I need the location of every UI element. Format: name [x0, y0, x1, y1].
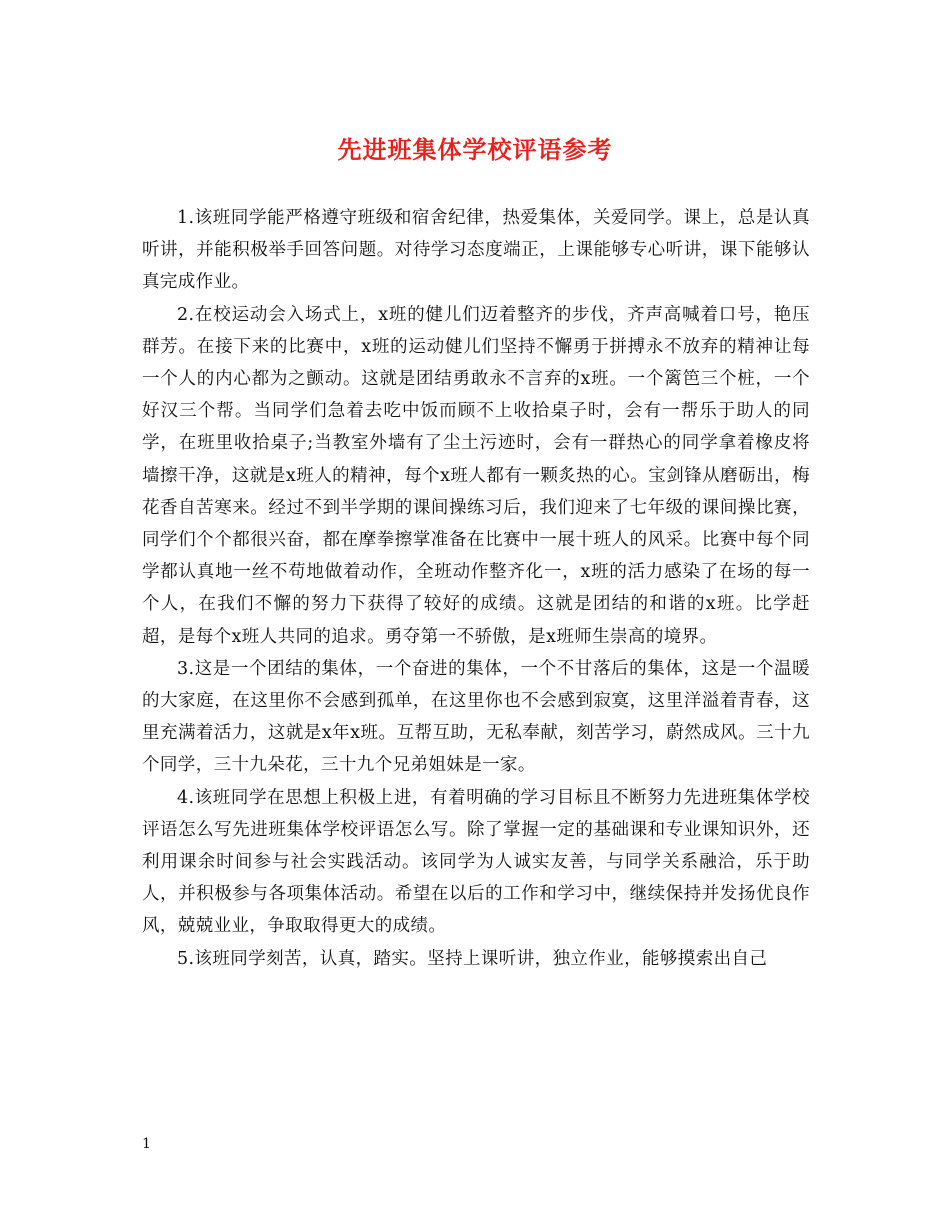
- page-number: 1: [142, 1136, 151, 1152]
- paragraph-2: 2.在校运动会入场式上，x班的健儿们迈着整齐的步伐，齐声高喊着口号，艳压群芳。在接下来的比赛中，x班的运动健儿们坚持不懈勇于拼搏永不放弃的精神让每一个人的内心都为之颤动。这就是团结勇敢永不言弃的x班。一个篱笆三个桩，一个好汉三个帮。当同学们急着去吃中饭而顾不上收拾桌子时，会有一帮乐于助人的同学，在班里收拾桌子;当教室外墙有了尘土污迹时，会有一群热心的同学拿着橡皮将墙擦干净，这就是x班人的精神，每个x班人都有一颗炙热的心。宝剑锋从磨砺出，梅花香自苦寒来。经过不到半学期的课间操练习后，我们迎来了七年级的课间操比赛，同学们个个都很兴奋，都在摩拳擦掌准备在比赛中一展十班人的风采。比赛中每个同学都认真地一丝不苟地做着动作，全班动作整齐化一，x班的活力感染了在场的每一个人，在我们不懈的努力下获得了较好的成绩。这就是团结的和谐的x班。比学赶超，是每个x班人共同的追求。勇夺第一不骄傲，是x班师生崇高的境界。: [142, 304, 810, 647]
- paragraph-1: 1.该班同学能严格遵守班级和宿舍纪律，热爱集体，关爱同学。课上，总是认真听讲，并能积极举手回答问题。对待学习态度端正，上课能够专心听讲，课下能够认真完成作业。: [142, 208, 810, 293]
- paragraph-5: 5.该班同学刻苦，认真，踏实。坚持上课听讲，独立作业，能够摸索出自己: [177, 948, 768, 969]
- paragraph-3: 3.这是一个团结的集体，一个奋进的集体，一个不甘落后的集体，这是一个温暖的大家庭，在这里你不会感到孤单，在这里你也不会感到寂寞，这里洋溢着青春，这里充满着活力，这就是x年x班。互帮互助，无私奉献，刻苦学习，蔚然成风。三十九个同学，三十九朵花，三十九个兄弟姐妹是一家。: [142, 658, 810, 776]
- document-title: 先进班集体学校评语参考: [337, 135, 613, 164]
- paragraph-4: 4.该班同学在思想上积极上进，有着明确的学习目标且不断努力先进班集体学校评语怎么写先进班集体学校评语怎么写。除了掌握一定的基础课和专业课知识外，还利用课余时间参与社会实践活动。该同学为人诚实友善，与同学关系融洽，乐于助人，并积极参与各项集体活动。希望在以后的工作和学习中，继续保持并发扬优良作风，兢兢业业，争取取得更大的成绩。: [142, 787, 810, 937]
- document-body: [142, 202, 810, 975]
